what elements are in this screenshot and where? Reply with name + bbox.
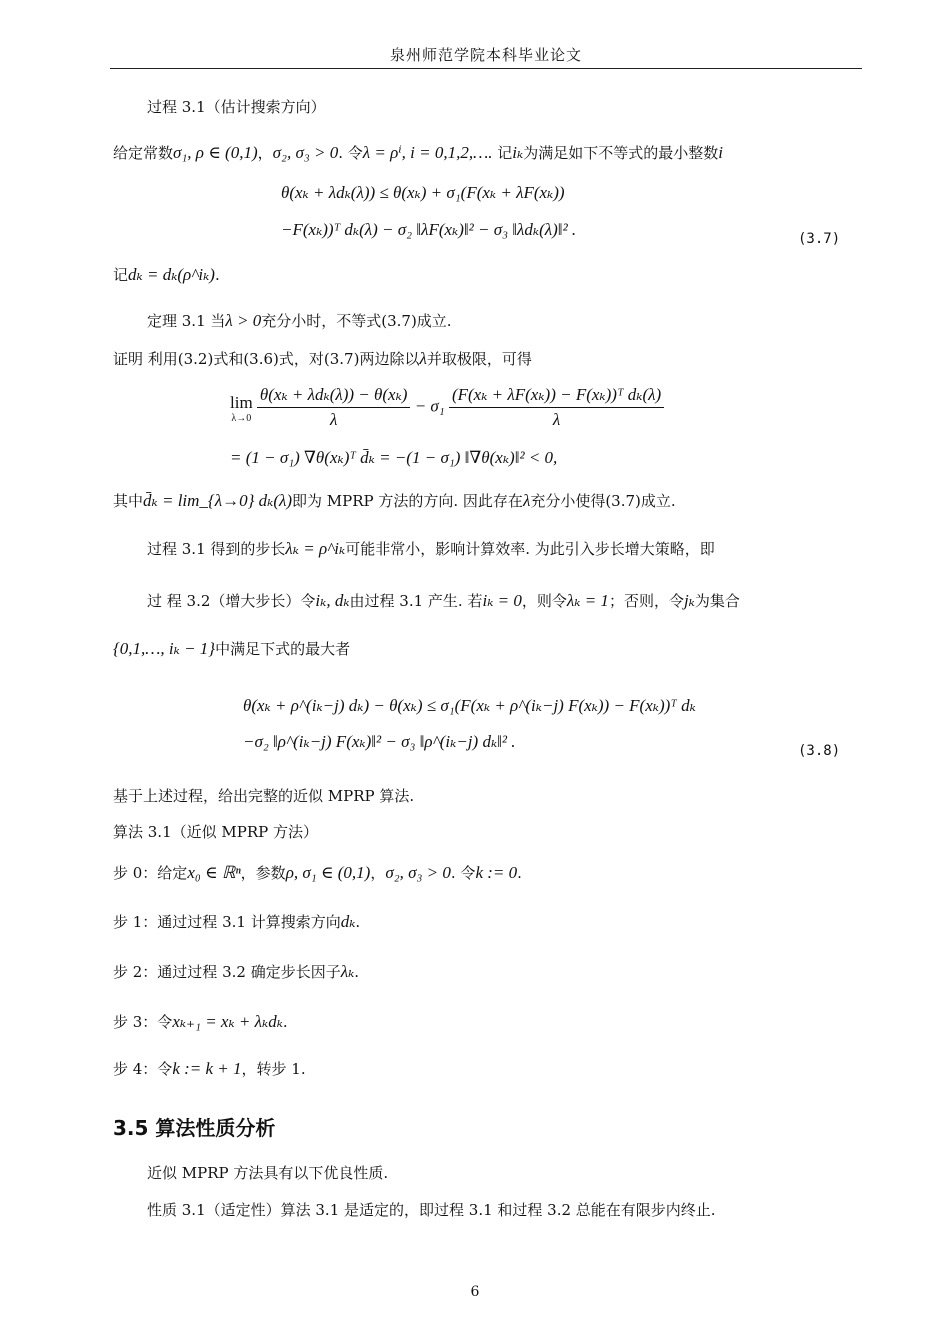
text: 由过程 3.1 产生. 若 (349, 592, 483, 610)
math: σ₂, σ₃ > 0 (272, 143, 339, 162)
math: λₖ (340, 962, 355, 981)
text: 过程 3.1 得到的步长 (147, 540, 286, 558)
text: 证明 利用(3.2)式和(3.6)式，对(3.7)两边除以 (113, 350, 420, 368)
equation-3-7-line2: −F(xₖ))ᵀ dₖ(λ) − σ₂ ‖λF(xₖ)‖² − σ₃ ‖λdₖ(λ)‖² . (281, 220, 577, 239)
algorithm-3-1-title: 算法 3.1（近似 MPRP 方法） (113, 823, 318, 841)
lim-subscript: λ→0 (231, 412, 252, 424)
text: 为集合 (694, 592, 740, 610)
fraction-2 (449, 384, 664, 431)
text: ， (257, 144, 273, 162)
math: λₖ = 1 (566, 591, 609, 610)
text: 并取极限，可得 (426, 350, 532, 368)
text: . (517, 864, 522, 882)
fraction-numerator: (F(xₖ + λF(xₖ)) − F(xₖ))ᵀ dₖ(λ) (449, 384, 664, 408)
equation-number-3-8: (3.8) (798, 743, 841, 759)
math: d̄ₖ = lim_{λ→0} dₖ(λ) (143, 491, 293, 510)
text: . (354, 963, 360, 981)
math: λₖ = ρ^iₖ (285, 539, 346, 558)
proof-text (113, 349, 532, 369)
text: 中满足下式的最大者 (215, 640, 351, 658)
math: λ (419, 349, 427, 368)
text: . (355, 913, 361, 931)
math: iₖ = 0 (482, 591, 522, 610)
math: iₖ (512, 143, 524, 162)
step-length-note (147, 539, 715, 559)
text: . (282, 1013, 288, 1031)
equation-3-7-line1: θ(xₖ + λdₖ(λ)) ≤ θ(xₖ) + σ₁(F(xₖ + λF(xₖ)) (281, 183, 565, 202)
step-4 (113, 1059, 306, 1079)
where-dk-bar (113, 491, 676, 511)
text: ，转步 1. (241, 1060, 306, 1078)
step-3 (113, 1012, 288, 1032)
math: i (718, 143, 723, 162)
math: λ (522, 491, 531, 510)
math: σ₂, σ₃ > 0 (385, 863, 451, 882)
equation-3-8-line1: θ(xₖ + ρ^(iₖ−j) dₖ) − θ(xₖ) ≤ σ₁(F(xₖ + ρ^(iₖ−j) F(xₖ)) − F(xₖ))ᵀ dₖ (243, 696, 696, 715)
fraction-numerator: θ(xₖ + λdₖ(λ)) − θ(xₖ) (257, 384, 411, 408)
text: 即为 MPRP 方法的方向. 因此存在 (292, 492, 523, 510)
procedure-3-1-title: 过程 3.1（估计搜索方向） (147, 98, 326, 116)
theorem-3-1 (147, 311, 452, 331)
text: ；否则，令 (608, 592, 684, 610)
fraction-denominator: λ (552, 410, 561, 429)
step-1 (113, 912, 360, 932)
text: 充分小时，不等式(3.7)成立. (261, 312, 452, 330)
math: iₖ, dₖ (315, 591, 350, 610)
equation-3-8-line2: −σ₂ ‖ρ^(iₖ−j) F(xₖ)‖² − σ₃ ‖ρ^(iₖ−j) dₖ‖² . (243, 732, 516, 751)
limit-operator (230, 392, 253, 424)
limit-equation-line1 (230, 384, 664, 431)
equation-number-3-7: (3.7) (798, 231, 841, 247)
limit-equation-line2: = (1 − σ₁) ∇θ(xₖ)ᵀ d̄ₖ = −(1 − σ₁) ‖∇θ(xₖ)‖² < 0, (230, 448, 558, 467)
page-header: 泉州师范学院本科毕业论文 (389, 46, 582, 64)
text: 记 (492, 144, 513, 162)
text: ，则令 (521, 592, 567, 610)
math: x₀ ∈ ℝⁿ (187, 863, 241, 882)
math: dₖ (340, 912, 356, 931)
math: {0,1,…, iₖ − 1} (113, 639, 216, 658)
text: 其中 (113, 492, 144, 510)
text: 充分小使得(3.7)成立. (530, 492, 676, 510)
text: ， (370, 864, 386, 882)
text: 步 4：令 (113, 1060, 173, 1078)
text: 为满足如下不等式的最小整数 (523, 144, 719, 162)
lim-label: lim (230, 392, 253, 412)
text: 步 1：通过过程 3.1 计算搜索方向 (113, 913, 341, 931)
text: ，参数 (240, 864, 286, 882)
math: k := 0 (475, 863, 518, 882)
math: − σ₁ (414, 396, 445, 416)
define-dk (113, 265, 220, 285)
text: . 令 (338, 144, 363, 162)
text: . 令 (450, 864, 476, 882)
text: 记 (113, 266, 129, 284)
header-rule (110, 68, 862, 69)
math: ρ, σ₁ ∈ (0,1) (285, 863, 371, 882)
procedure-3-1-text (113, 143, 723, 163)
text: 可能非常小，影响计算效率. 为此引入步长增大策略，即 (345, 540, 715, 558)
property-3-1: 性质 3.1（适定性）算法 3.1 是适定的，即过程 3.1 和过程 3.2 总能在有限步内终止. (147, 1201, 716, 1219)
step-2 (113, 962, 359, 982)
math: dₖ = dₖ(ρ^iₖ) (128, 265, 215, 284)
paragraph-properties: 近似 MPRP 方法具有以下优良性质. (147, 1164, 389, 1182)
procedure-3-2-set (113, 639, 350, 659)
algorithm-intro: 基于上述过程，给出完整的近似 MPRP 算法. (113, 787, 415, 805)
procedure-3-2 (147, 591, 740, 611)
step-0 (113, 863, 522, 883)
text: 过 程 3.2（增大步长）令 (147, 592, 316, 610)
math: λ = ρⁱ, i = 0,1,2,…. (362, 143, 493, 162)
text: 步 3：令 (113, 1013, 173, 1031)
section-heading: 3.5 算法性质分析 (113, 1116, 276, 1140)
text: 给定常数 (113, 144, 174, 162)
math: σ₁, ρ ∈ (0,1) (173, 143, 258, 162)
math: xₖ₊₁ = xₖ + λₖdₖ (172, 1012, 283, 1031)
fraction-1 (257, 384, 411, 431)
math: jₖ (683, 591, 695, 610)
math: λ > 0 (225, 311, 262, 330)
text: 步 0：给定 (113, 864, 188, 882)
page-number: 6 (470, 1284, 480, 1300)
fraction-denominator: λ (330, 410, 338, 429)
text: . (214, 266, 220, 284)
math: k := k + 1 (172, 1059, 242, 1078)
text: 步 2：通过过程 3.2 确定步长因子 (113, 963, 341, 981)
text: 定理 3.1 当 (147, 312, 226, 330)
